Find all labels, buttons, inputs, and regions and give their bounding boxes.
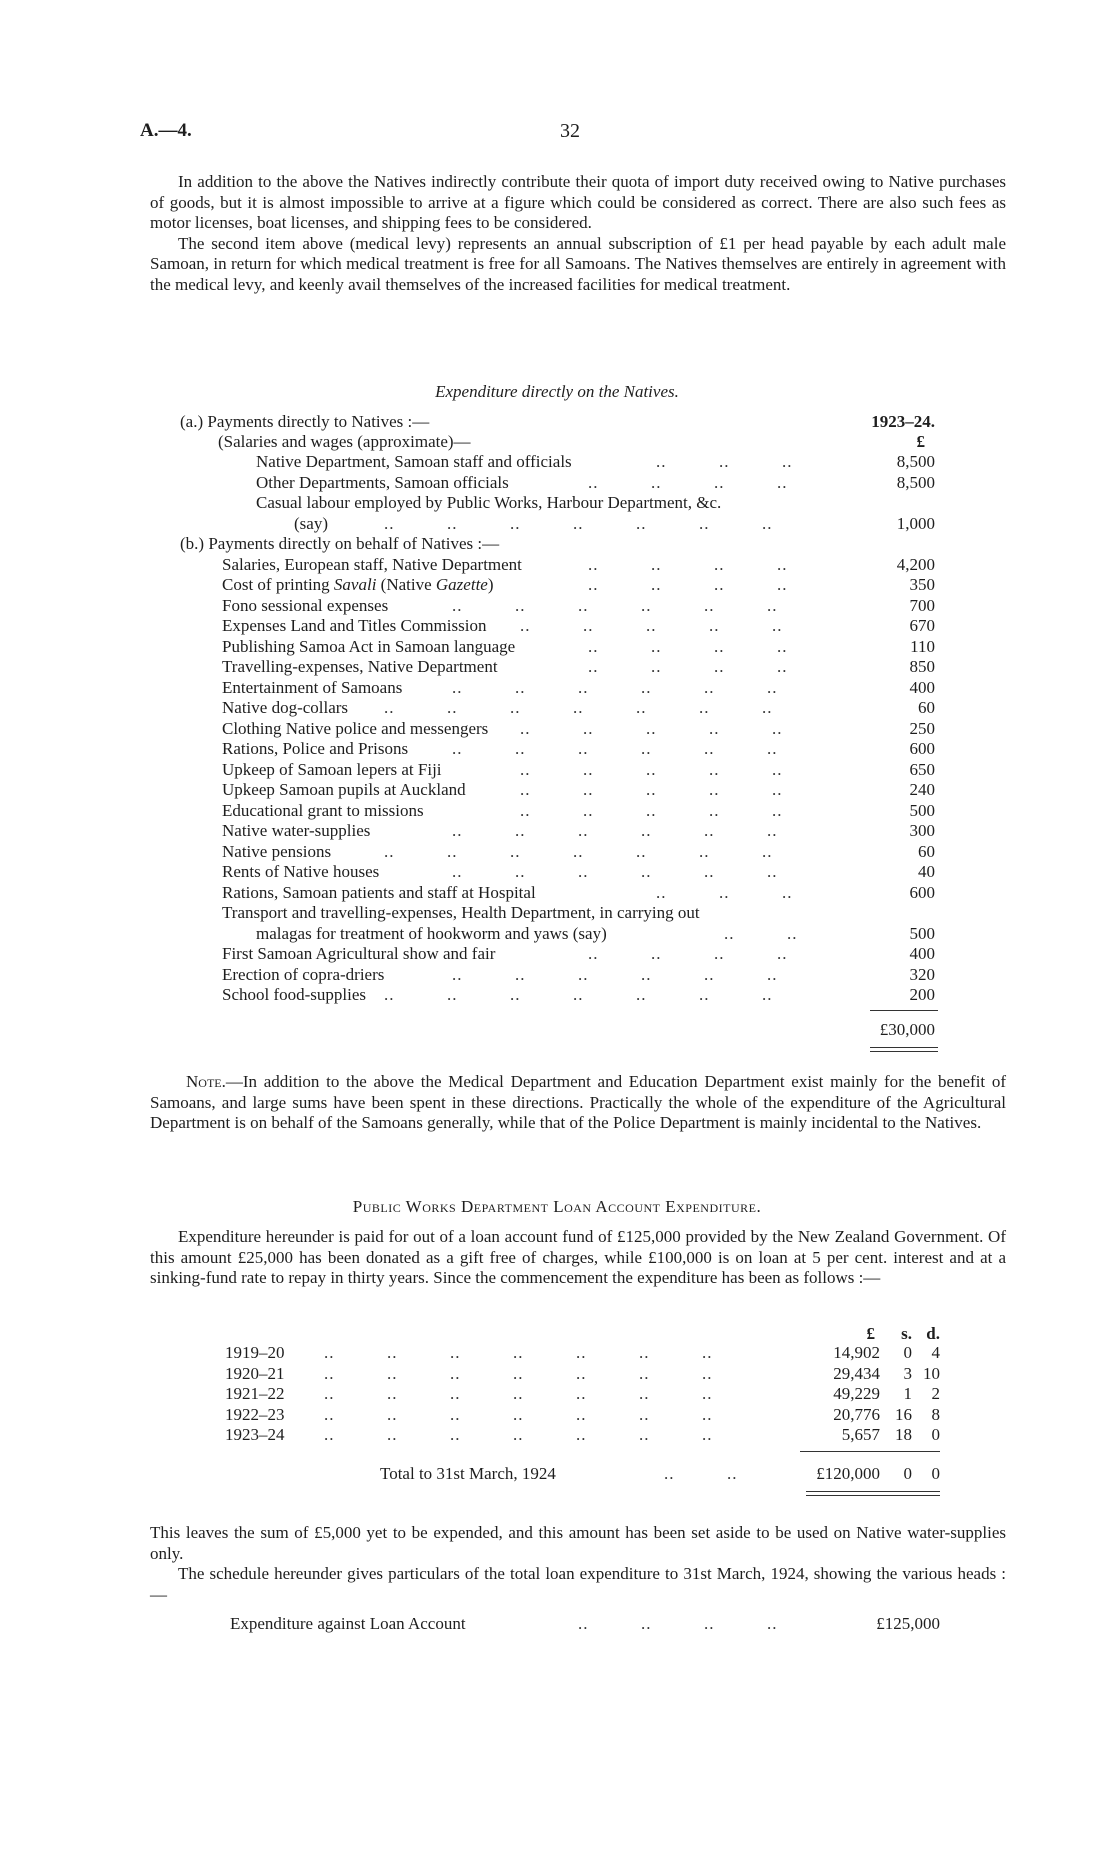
b-item-value: 600 (909, 739, 935, 758)
note-label: Note. (186, 1072, 226, 1091)
b-item-label: First Samoan Agricultural show and fair (222, 944, 496, 963)
b-item-value: 60 (918, 841, 935, 861)
loan-pence: 4 (931, 1343, 940, 1362)
b-item-label: Travelling-expenses, Native Department (222, 657, 498, 676)
currency-heading: £ (916, 432, 925, 451)
b-item-value: 320 (909, 964, 935, 984)
b-item-value: 4,200 (896, 554, 935, 574)
leader-dots: .. .. .. .. (578, 1614, 778, 1633)
col-shillings-heading: s. (901, 1324, 912, 1343)
leader-dots: .. .. .. .. .. (520, 800, 783, 820)
loan-year: 1921–22 (225, 1384, 285, 1403)
leader-dots: .. .. .. .. .. .. .. (324, 1384, 713, 1403)
leader-dots: .. .. .. (656, 882, 793, 902)
b-item-label: Native water-supplies (222, 821, 371, 840)
loan-shillings: 18 (895, 1425, 912, 1444)
leader-dots: .. .. .. .. .. (520, 718, 783, 738)
note-paragraph (150, 1072, 1006, 1134)
loan-total-pence: 0 (931, 1463, 940, 1483)
b-item-value: 670 (909, 616, 935, 635)
b-item-label: Cost of printing Savali (Native Gazette) (222, 575, 494, 594)
b-item-label: Upkeep Samoan pupils at Auckland (222, 780, 466, 799)
b-item-value: 110 (910, 636, 935, 656)
b-item-label: Rents of Native houses (222, 862, 380, 881)
loan-account-value: £125,000 (876, 1614, 940, 1633)
leader-dots: .. .. .. .. .. (520, 616, 783, 635)
loan-rule-bottom-1 (806, 1491, 940, 1492)
casual-label-line1: Casual labour employed by Public Works, Harbour Department, &c. (256, 493, 722, 512)
b-item-value: 40 (918, 862, 935, 881)
loan-pounds: 20,776 (833, 1404, 880, 1424)
total-rule-bottom-2 (870, 1051, 938, 1052)
leader-dots: .. .. (664, 1463, 738, 1483)
loan-intro-text: Expenditure hereunder is paid for out of a loan account fund of £125,000 provided by the New Zealand Government. Of this amount £25,000 has been donated as a gift free of charges, while £100,000 is on loan at 5 per cent. interest and at a sinking-fund rate to repay in thirty years. Since the commencement the expenditure has been as follows :— (150, 1227, 1006, 1287)
b-item-value: 850 (909, 657, 935, 676)
closing-paragraphs (150, 1523, 1006, 1605)
intro-paragraphs (150, 172, 1006, 295)
b-item-label: Erection of copra-driers (222, 964, 385, 984)
b-item-label: Educational grant to missions (222, 800, 424, 820)
col-pence-heading: d. (926, 1324, 940, 1343)
b-item-value: 400 (909, 677, 935, 697)
leader-dots: .. .. .. .. .. .. .. (324, 1363, 713, 1383)
leader-dots: .. .. .. .. (588, 472, 788, 492)
a-heading: (a.) Payments directly to Natives :— (180, 412, 430, 431)
b-item-label: Rations, Samoan patients and staff at Hospital (222, 882, 536, 902)
a-item-label: Other Departments, Samoan officials (256, 472, 509, 492)
loan-total-pounds: £120,000 (816, 1463, 880, 1483)
loan-rule-top (800, 1451, 940, 1452)
casual-label-line2: (say) (294, 513, 328, 533)
closing-paragraph-2: The schedule hereunder gives particulars of the total loan expenditure to 31st March, 1924, showing the various heads :— (150, 1564, 1006, 1604)
b-item-value: 500 (909, 800, 935, 820)
b-item-value: 300 (909, 821, 935, 840)
loan-shillings: 0 (903, 1343, 912, 1362)
loan-pence: 2 (931, 1384, 940, 1403)
loan-year: 1920–21 (225, 1363, 285, 1383)
leader-dots: .. .. .. .. (588, 575, 788, 594)
loan-pence: 10 (923, 1363, 940, 1383)
loan-shillings: 1 (903, 1384, 912, 1403)
leader-dots: .. .. .. .. .. .. .. (324, 1343, 713, 1362)
leader-dots: .. .. .. (656, 452, 793, 471)
loan-pounds: 5,657 (841, 1425, 880, 1444)
leader-dots: .. .. .. .. (588, 657, 788, 676)
b-heading: (b.) Payments directly on behalf of Natives :— (180, 534, 500, 553)
a-item-value: 8,500 (896, 472, 935, 492)
intro-paragraph-1: In addition to the above the Natives indirectly contribute their quota of import duty received owing to Native purchases of goods, but it is almost impossible to arrive at a figure which could be considered as correct. There are also such fees as motor licenses, boat licenses, and shipping fees to be considered. (150, 172, 1006, 232)
leader-dots: .. .. .. .. .. .. (452, 964, 778, 984)
leader-dots: .. .. .. .. .. .. (452, 739, 778, 758)
loan-pence: 0 (931, 1425, 940, 1444)
leader-dots: .. .. .. .. (588, 554, 788, 574)
b-item-value: 650 (909, 759, 935, 779)
loan-account-label: Expenditure against Loan Account (230, 1614, 466, 1633)
loan-pounds: 29,434 (833, 1363, 880, 1383)
leader-dots: .. .. .. .. .. .. .. (324, 1425, 713, 1444)
b-item-value: 700 (909, 595, 935, 615)
b-item-label: Expenses Land and Titles Commission (222, 616, 487, 635)
transport-value: 500 (909, 923, 935, 943)
b-item-value: 250 (909, 718, 935, 738)
leader-dots: .. .. .. .. .. .. (452, 862, 778, 881)
b-item-label: Native dog-collars (222, 698, 349, 717)
leader-dots: .. .. (724, 923, 798, 943)
b-item-label: Upkeep of Samoan lepers at Fiji (222, 759, 442, 779)
b-item-value: 60 (918, 698, 935, 717)
loan-year: 1919–20 (225, 1343, 285, 1362)
year-heading: 1923–24. (871, 412, 935, 431)
leader-dots: .. .. .. .. (588, 636, 788, 656)
transport-label-line2: malagas for treatment of hookworm and yaws (say) (256, 923, 607, 943)
loan-shillings: 3 (903, 1363, 912, 1383)
b-item-label: Native pensions (222, 841, 332, 861)
note-text: —In addition to the above the Medical Department and Education Department exist mainly for the benefit of Samoans, and large sums have been spent in these directions. Practically the whole of the expenditure of the Agricultural Department is on behalf of the Samoans generally, while that of the Police Department is mainly incidental to the Natives. (150, 1072, 1006, 1132)
loan-year: 1922–23 (225, 1404, 285, 1424)
loan-pounds: 14,902 (833, 1343, 880, 1362)
loan-title: Public Works Department Loan Account Expenditure. (352, 1197, 762, 1216)
loan-total-label: Total to 31st March, 1924 (380, 1463, 556, 1483)
b-item-label: Entertainment of Samoans (222, 677, 403, 697)
closing-paragraph-1: This leaves the sum of £5,000 yet to be expended, and this amount has been set aside to be used on Native water-supplies only. (150, 1523, 1006, 1563)
leader-dots: .. .. .. .. .. .. .. (384, 985, 773, 1004)
leader-dots: .. .. .. .. .. .. .. (384, 513, 773, 533)
b-item-label: Salaries, European staff, Native Department (222, 554, 522, 574)
leader-dots: .. .. .. .. .. .. .. (384, 841, 773, 861)
expenditure-title: Expenditure directly on the Natives. (435, 382, 679, 401)
col-pounds-heading: £ (866, 1324, 875, 1343)
leader-dots: .. .. .. .. .. .. (452, 595, 778, 615)
b-item-label: Rations, Police and Prisons (222, 739, 409, 758)
b-item-value: 200 (909, 985, 935, 1004)
b-item-value: 240 (909, 780, 935, 799)
b-item-value: 400 (909, 944, 935, 963)
transport-label-line1: Transport and travelling-expenses, Health Department, in carrying out (222, 903, 700, 922)
leader-dots: .. .. .. .. .. (520, 780, 783, 799)
a-item-value: 8,500 (896, 452, 935, 471)
b-item-label: Publishing Samoa Act in Samoan language (222, 636, 516, 656)
total-rule-bottom-1 (870, 1047, 938, 1048)
loan-rule-bottom-2 (806, 1495, 940, 1496)
a-item-label: Native Department, Samoan staff and officials (256, 452, 572, 471)
b-item-label: Fono sessional expenses (222, 595, 389, 615)
loan-total-shillings: 0 (903, 1463, 912, 1483)
loan-shillings: 16 (895, 1404, 912, 1424)
document-reference: A.—4. (140, 120, 192, 141)
loan-pounds: 49,229 (833, 1384, 880, 1403)
b-item-value: 600 (909, 882, 935, 902)
loan-year: 1923–24 (225, 1425, 285, 1444)
b-item-label: Clothing Native police and messengers (222, 718, 489, 738)
leader-dots: .. .. .. .. .. (520, 759, 783, 779)
casual-value: 1,000 (896, 513, 935, 533)
b-item-value: 350 (909, 575, 935, 594)
b-item-label: School food-supplies (222, 985, 367, 1004)
leader-dots: .. .. .. .. .. .. (452, 821, 778, 840)
leader-dots: .. .. .. .. .. .. .. (324, 1404, 713, 1424)
intro-paragraph-2: The second item above (medical levy) represents an annual subscription of £1 per head payable by each adult male Samoan, in return for which medical treatment is free for all Samoans. The Natives themselves are entirely in agreement with the medical levy, and keenly avail themselves of the increased facilities for medical treatment. (150, 233, 1006, 294)
page-number: 32 (560, 120, 580, 142)
a-subheading: (Salaries and wages (approximate)— (218, 432, 471, 451)
loan-pence: 8 (931, 1404, 940, 1424)
loan-intro-paragraph (150, 1227, 1006, 1289)
leader-dots: .. .. .. .. .. .. .. (384, 698, 773, 717)
leader-dots: .. .. .. .. .. .. (452, 677, 778, 697)
total-rule-top (870, 1010, 938, 1011)
expenditure-total: £30,000 (879, 1019, 935, 1039)
leader-dots: .. .. .. .. (588, 944, 788, 963)
